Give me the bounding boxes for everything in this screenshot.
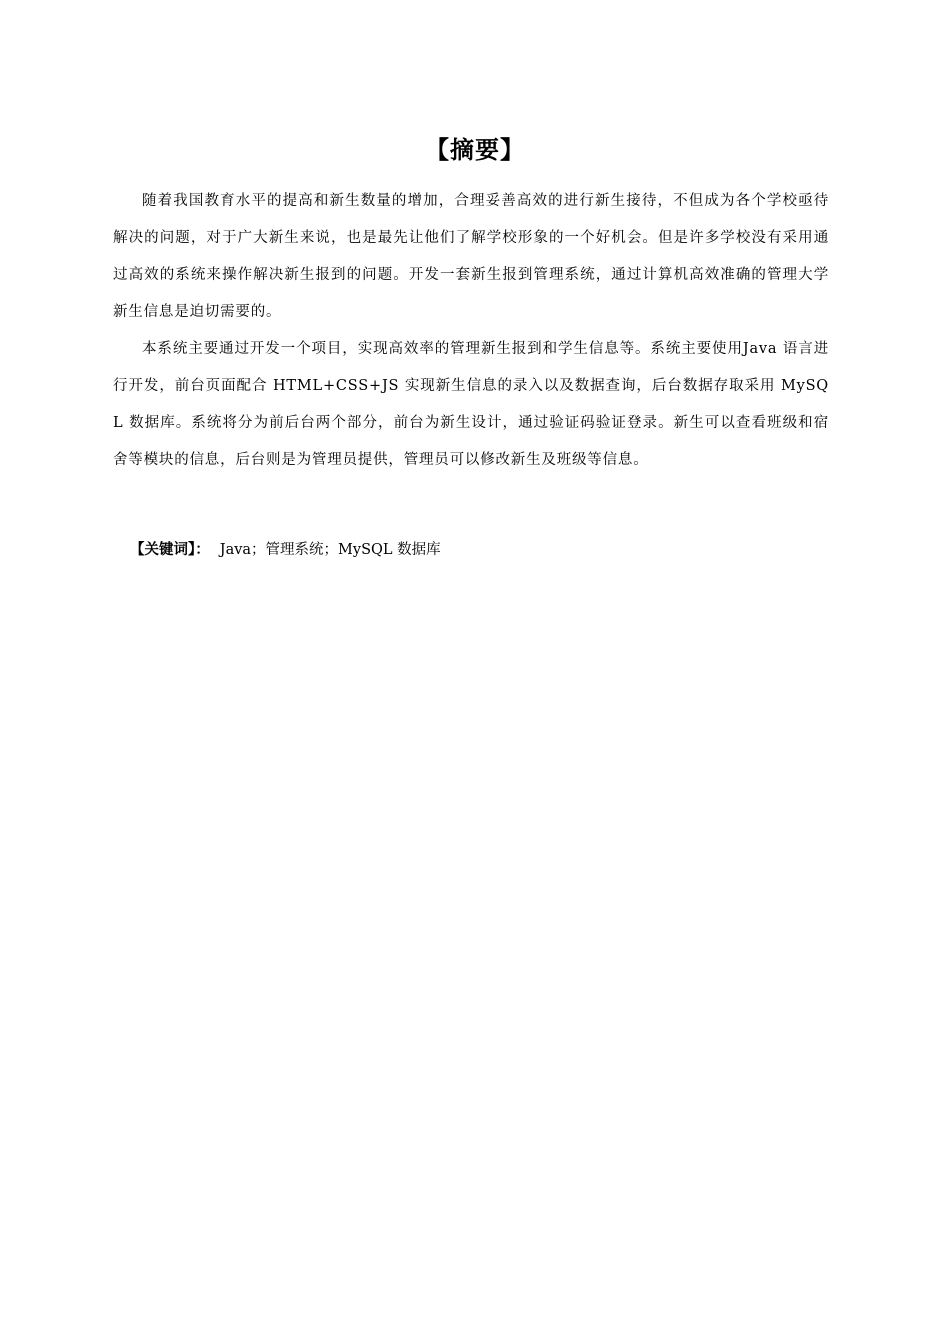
keywords-value: Java；管理系统；MySQL 数据库 [219,542,441,558]
abstract-paragraph-2: 本系统主要通过开发一个项目，实现高效率的管理新生报到和学生信息等。系统主要使用Java 语言进行开发，前台页面配合 HTML+CSS+JS 实现新生信息的录入以及数据查询，后台数据存取采用 MySQL 数据库。系统将分为前后台两个部分，前台为新生设计，通过验证码验证登录。新生可以查看班级和宿舍等模块的信息，后台则是为管理员提供，管理员可以修改新生及班级等信息。 [113,341,829,468]
keywords-label: 【关键词】： [130,541,210,558]
keywords-line [130,533,441,567]
page-title: 【摘要】 [425,136,525,164]
abstract-paragraph-1: 随着我国教育水平的提高和新生数量的增加，合理妥善高效的进行新生接待，不但成为各个学校亟待解决的问题，对于广大新生来说，也是最先让他们了解学校形象的一个好机会。但是许多学校没有采用通过高效的系统来操作解决新生报到的问题。开发一套新生报到管理系统，通过计算机高效准确的管理大学新生信息是迫切需要的。 [113,193,829,320]
abstract-body [113,183,829,479]
